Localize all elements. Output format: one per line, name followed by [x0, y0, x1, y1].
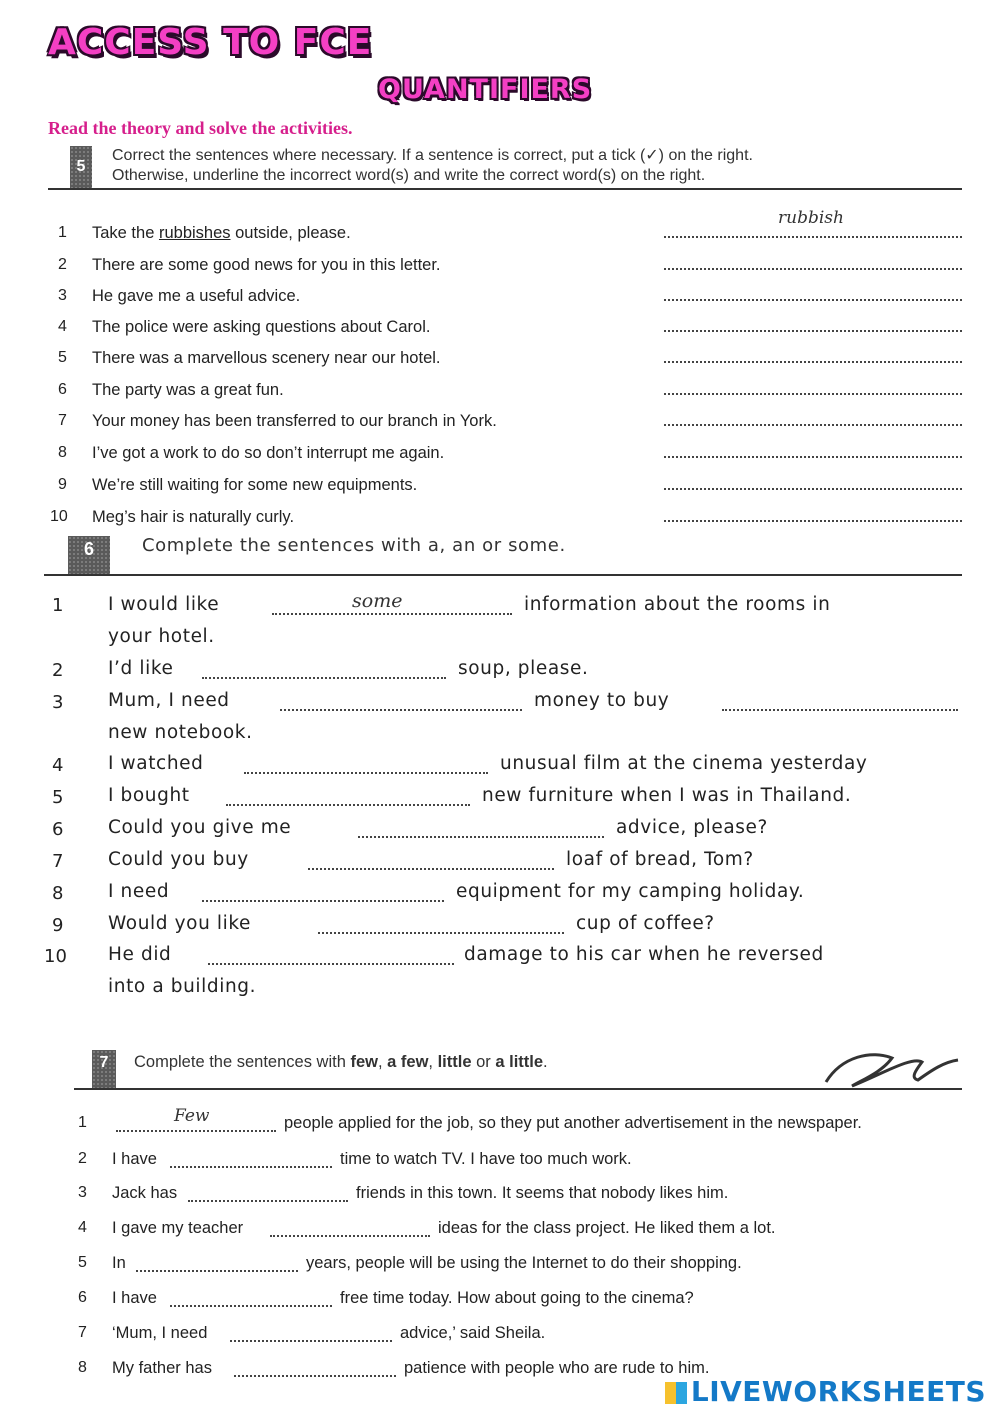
- answer-line[interactable]: [318, 932, 564, 934]
- item-number: 9: [58, 476, 67, 493]
- sentence-start: Could you buy: [108, 849, 249, 870]
- sentence-start: My father has: [112, 1359, 212, 1377]
- sentence: The party was a great fun.: [92, 381, 284, 399]
- exercise-6-badge: 6: [68, 536, 110, 576]
- sentence: Your money has been transferred to our branch in York.: [92, 412, 497, 430]
- answer-line[interactable]: [664, 520, 962, 522]
- liveworksheets-brand: LIVEWORKSHEETS: [665, 1375, 986, 1408]
- sentence-start: Would you like: [108, 913, 252, 934]
- sentence-end: years, people will be using the Internet to do their shopping.: [306, 1254, 742, 1272]
- exercise-5-instruction-line2: Otherwise, underline the incorrect word(s) and write the correct word(s) on the right.: [112, 167, 706, 184]
- item-number: 2: [52, 660, 64, 681]
- answer-line[interactable]: [664, 268, 962, 270]
- answer-line[interactable]: [358, 836, 604, 838]
- item-number: 3: [78, 1184, 87, 1201]
- sentence-end: soup, please.: [458, 658, 589, 679]
- sentence: There was a marvellous scenery near our hotel.: [92, 349, 441, 367]
- sentence-end: friends in this town. It seems that nobody likes him.: [356, 1184, 729, 1202]
- sentence: The police were asking questions about Carol.: [92, 318, 431, 336]
- answer-line[interactable]: [664, 361, 962, 363]
- sentence-start: I gave my teacher: [112, 1219, 244, 1237]
- item-number: 4: [52, 755, 64, 776]
- exercise-5-divider: [48, 188, 962, 190]
- sentence-start: ‘Mum, I need: [112, 1324, 208, 1342]
- answer-line[interactable]: [722, 709, 958, 711]
- sentence-end: patience with people who are rude to him.: [404, 1359, 710, 1377]
- item-number: 5: [78, 1254, 87, 1271]
- sentence-end: equipment for my camping holiday.: [456, 881, 805, 902]
- answer-line[interactable]: [188, 1200, 348, 1202]
- answer-line[interactable]: [270, 1235, 430, 1237]
- answer-line[interactable]: [226, 804, 470, 806]
- answer-line[interactable]: [230, 1340, 392, 1342]
- exercise-6-instruction: Complete the sentences with a, an or some.: [142, 535, 566, 556]
- sentence-end: cup of coffee?: [576, 913, 715, 934]
- sentence-end: unusual film at the cinema yesterday: [500, 753, 868, 774]
- answer-line[interactable]: [202, 900, 444, 902]
- item-number: 6: [52, 819, 64, 840]
- sentence-continuation: into a building.: [108, 976, 257, 997]
- sentence-end: advice, please?: [616, 817, 768, 838]
- item-number: 3: [52, 692, 64, 713]
- exercise-7-example-answer: Few: [174, 1106, 210, 1126]
- sentence-end: damage to his car when he reversed: [464, 944, 824, 965]
- sentence-end: new furniture when I was in Thailand.: [482, 785, 852, 806]
- sentence-start: I have: [112, 1289, 157, 1307]
- item-number: 7: [78, 1324, 87, 1341]
- item-number: 1: [52, 595, 64, 616]
- sentence: Take the rubbishes outside, please.: [92, 224, 351, 242]
- sentence-end: information about the rooms in: [524, 594, 831, 615]
- sentence-end: time to watch TV. I have too much work.: [340, 1150, 632, 1168]
- item-number: 2: [78, 1150, 87, 1167]
- exercise-5-badge: 5: [70, 146, 92, 188]
- sentence-start: In: [112, 1254, 126, 1272]
- answer-line[interactable]: [308, 868, 554, 870]
- sentence-start: Jack has: [112, 1184, 178, 1202]
- item-number: 1: [58, 224, 67, 241]
- item-number: 4: [58, 318, 67, 335]
- item-number: 8: [78, 1359, 87, 1376]
- item-number: 2: [58, 256, 67, 273]
- sentence: He gave me a useful advice.: [92, 287, 301, 305]
- sentence-start: I watched: [108, 753, 204, 774]
- item-number: 7: [58, 412, 67, 429]
- answer-line[interactable]: [664, 424, 962, 426]
- sentence: Meg’s hair is naturally curly.: [92, 508, 295, 526]
- answer-line[interactable]: [202, 677, 446, 679]
- answer-line[interactable]: [116, 1130, 276, 1132]
- sentence-start: I would like: [108, 594, 220, 615]
- item-number: 8: [52, 883, 64, 904]
- answer-line[interactable]: [280, 709, 522, 711]
- item-number: 10: [50, 508, 68, 525]
- item-number: 5: [52, 787, 64, 808]
- item-number: 6: [78, 1289, 87, 1306]
- exercise-7-instruction: Complete the sentences with few, a few, little or a little.: [134, 1053, 548, 1071]
- decorative-scribble: [822, 1046, 962, 1090]
- worksheet-subtitle: QUANTIFIERS: [378, 74, 593, 105]
- exercise-5-example-answer: rubbish: [778, 208, 844, 228]
- sentence-start: Mum, I need: [108, 690, 230, 711]
- answer-line[interactable]: [136, 1270, 298, 1272]
- sentence-continuation: new notebook.: [108, 722, 253, 743]
- item-number: 10: [44, 946, 67, 967]
- item-number: 3: [58, 287, 67, 304]
- answer-line[interactable]: [664, 299, 962, 301]
- sentence-start: He did: [108, 944, 172, 965]
- item-number: 5: [58, 349, 67, 366]
- sentence-start: I’d like: [108, 658, 174, 679]
- sentence-end: free time today. How about going to the cinema?: [340, 1289, 694, 1307]
- worksheet-title: ACCESS TO FCE: [48, 22, 373, 63]
- answer-line[interactable]: [272, 613, 512, 615]
- underlined-word: rubbishes: [158, 224, 231, 242]
- sentence-end: ideas for the class project. He liked them a lot.: [438, 1219, 776, 1237]
- exercise-6-divider: [44, 574, 962, 576]
- sentence-start: Could you give me: [108, 817, 292, 838]
- sentence-end: people applied for the job, so they put another advertisement in the newspaper.: [284, 1114, 862, 1132]
- instructions: Read the theory and solve the activities.: [48, 118, 353, 138]
- sentence: I’ve got a work to do so don’t interrupt me again.: [92, 444, 445, 462]
- answer-line[interactable]: [664, 488, 962, 490]
- sentence-start: I bought: [108, 785, 190, 806]
- item-number: 4: [78, 1219, 87, 1236]
- answer-line[interactable]: [664, 330, 962, 332]
- exercise-7-badge: 7: [92, 1050, 116, 1090]
- item-number: 6: [58, 381, 67, 398]
- item-number: 8: [58, 444, 67, 461]
- sentence-continuation: your hotel.: [108, 626, 215, 647]
- item-number: 7: [52, 851, 64, 872]
- answer-line[interactable]: [664, 393, 962, 395]
- answer-line[interactable]: [170, 1166, 332, 1168]
- sentence: There are some good news for you in this letter.: [92, 256, 441, 274]
- exercise-6-example-answer: some: [352, 590, 403, 612]
- sentence-start: I need: [108, 881, 170, 902]
- sentence: We’re still waiting for some new equipments.: [92, 476, 418, 494]
- sentence-middle: money to buy: [534, 690, 670, 711]
- exercise-7-divider: [74, 1088, 962, 1090]
- sentence-end: loaf of bread, Tom?: [566, 849, 754, 870]
- answer-line[interactable]: [664, 456, 962, 458]
- answer-line[interactable]: [234, 1375, 396, 1377]
- liveworksheets-logo-icon: [665, 1382, 687, 1404]
- sentence-start: I have: [112, 1150, 157, 1168]
- answer-line[interactable]: [208, 963, 454, 965]
- item-number: 9: [52, 915, 64, 936]
- answer-line[interactable]: [244, 772, 488, 774]
- exercise-5-instruction-line1: Correct the sentences where necessary. If a sentence is correct, put a tick (✓) on the right.: [112, 147, 753, 164]
- item-number: 1: [78, 1114, 87, 1131]
- answer-line[interactable]: [170, 1305, 332, 1307]
- answer-line[interactable]: [664, 236, 962, 238]
- sentence-end: advice,’ said Sheila.: [400, 1324, 546, 1342]
